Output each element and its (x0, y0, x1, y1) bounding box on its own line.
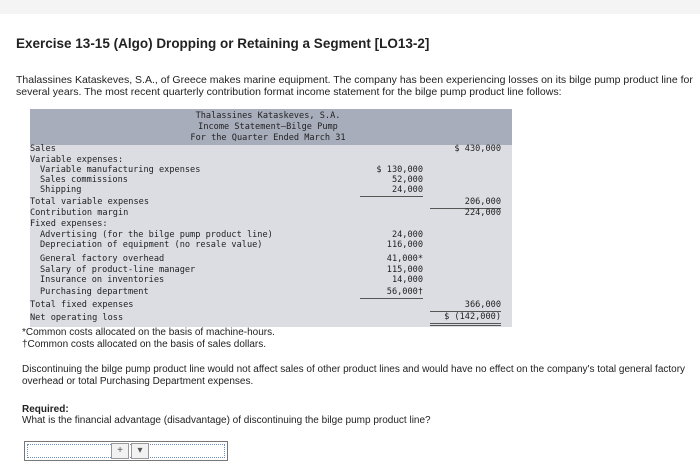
variable-item-amount: $ 130,000 (376, 165, 423, 175)
dropdown-icon[interactable]: ▾ (131, 443, 149, 459)
answer-input[interactable] (24, 441, 228, 461)
fixed-item-amount: 14,000 (391, 275, 423, 285)
fixed-item-label: Salary of product-line manager (40, 265, 196, 275)
question-text: What is the financial advantage (disadvantage) of discontinuing the bilge pump product line? (22, 415, 431, 426)
sales-label: Sales (30, 144, 56, 154)
fixed-item-amount: 56,000† (360, 287, 423, 299)
statement-period: For the Quarter Ended March 31 (190, 133, 346, 143)
statement-company: Thalassines Kataskeves, S.A. (195, 111, 341, 121)
fixed-item-label: Advertising (for the bilge pump product line) (40, 230, 273, 240)
variable-item-label: Sales commissions (40, 175, 128, 185)
fixed-item-label: Depreciation of equipment (no resale value) (40, 240, 263, 250)
net-operating-loss-label: Net operating loss (30, 313, 124, 323)
assumption-paragraph: Discontinuing the bilge pump product line would not affect sales of other product lines and would have no effect on the company's total general factory overhead or total Purchasing Department expenses. (22, 364, 686, 387)
statement-title: Income Statement—Bilge Pump (198, 122, 338, 132)
variable-item-label: Variable manufacturing expenses (40, 165, 201, 175)
fixed-item-amount: 116,000 (386, 240, 423, 250)
sales-total: $ 430,000 (454, 144, 501, 154)
fixed-item-label: General factory overhead (40, 254, 165, 264)
net-operating-loss-amount: $ (142,000) (430, 312, 501, 326)
fixed-item-amount: 115,000 (386, 265, 423, 275)
fixed-expenses-label: Fixed expenses: (30, 219, 108, 229)
page-title: Exercise 13-15 (Algo) Dropping or Retaining a Segment [LO13-2] (16, 36, 430, 51)
total-fixed-label: Total fixed expenses (30, 300, 134, 310)
variable-expenses-label: Variable expenses: (30, 155, 124, 165)
fixed-item-label: Purchasing department (40, 287, 149, 297)
top-bar (0, 0, 700, 14)
total-variable-amount: 206,000 (430, 197, 501, 209)
total-variable-label: Total variable expenses (30, 197, 149, 207)
fixed-item-label: Insurance on inventories (40, 275, 165, 285)
contribution-margin-amount: 224,000 (464, 208, 501, 218)
footnote-sales-dollars: †Common costs allocated on the basis of sales dollars. (22, 339, 267, 350)
move-icon[interactable]: + (111, 443, 129, 459)
fixed-item-amount: 41,000* (386, 254, 423, 264)
variable-item-label: Shipping (40, 185, 82, 195)
answer-controls (111, 443, 149, 459)
fixed-item-amount: 24,000 (391, 230, 423, 240)
intro-text: Thalassines Kataskeves, S.A., of Greece makes marine equipment. The company has been experiencing losses on its bilge pump product line for several years. The most recent quarterly contribution format income statement for the bilge pump product line follows: (16, 74, 693, 98)
total-fixed-amount: 366,000 (430, 300, 501, 312)
footnote-machine-hours: *Common costs allocated on the basis of machine-hours. (22, 327, 275, 338)
variable-item-amount: 24,000 (360, 185, 423, 197)
required-label: Required: (22, 404, 69, 415)
contribution-margin-label: Contribution margin (30, 208, 129, 218)
variable-item-amount: 52,000 (391, 175, 423, 185)
